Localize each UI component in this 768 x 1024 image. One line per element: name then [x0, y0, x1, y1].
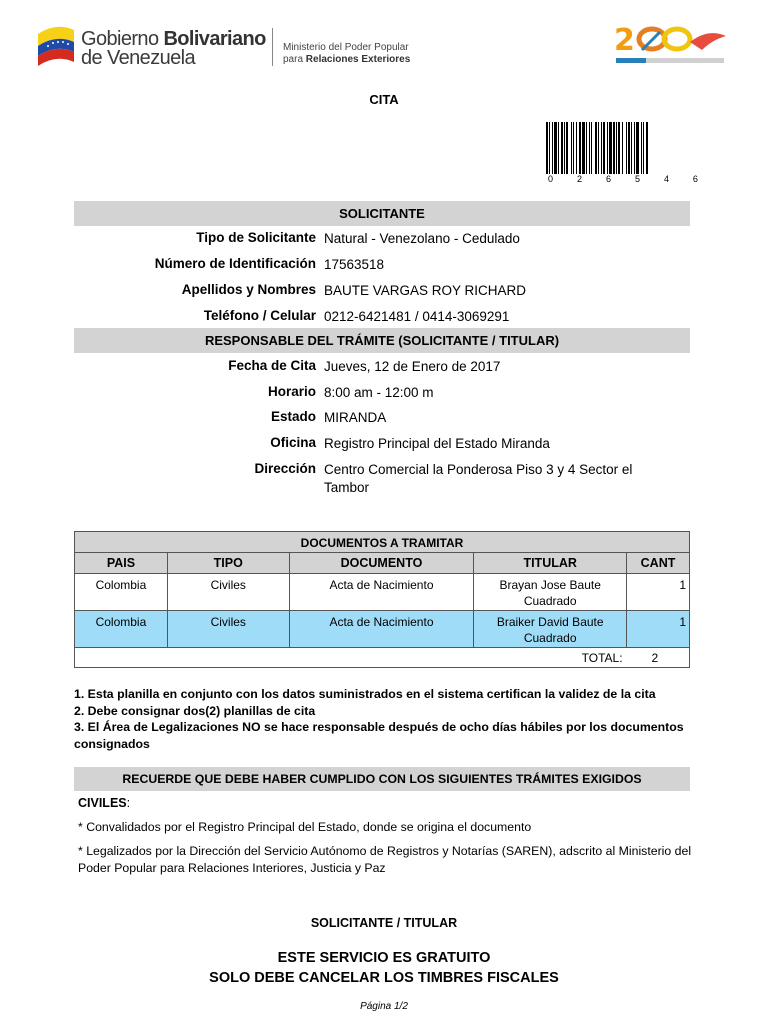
field-label: Fecha de Cita — [228, 358, 316, 373]
column-header-titular: TITULAR — [474, 553, 627, 574]
note-item: 3. El Área de Legalizaciones NO se hace responsable después de ocho días hábiles por los documentos consignados — [74, 720, 684, 751]
barcode-digit: 6 — [692, 174, 698, 184]
field-value: 8:00 am - 12:00 m — [324, 385, 434, 400]
signature-label: SOLICITANTE / TITULAR — [310, 916, 458, 930]
column-header-cant: CANT — [627, 553, 690, 574]
civiles-title: CIVILES: — [78, 796, 131, 810]
ministry-name-line1: Ministerio del Poder Popular — [283, 42, 409, 53]
page-header — [0, 0, 768, 90]
table-row-highlighted — [75, 611, 690, 648]
barcode-digit: 0 — [548, 174, 554, 184]
field-value: Natural - Venezolano - Cedulado — [324, 231, 520, 246]
field-label: Oficina — [270, 435, 316, 450]
column-header-pais: PAIS — [75, 553, 168, 574]
field-label: Estado — [270, 409, 316, 424]
field-value: Registro Principal del Estado Miranda — [324, 436, 550, 451]
table-row — [75, 574, 690, 611]
government-logo — [34, 22, 414, 70]
table-caption: DOCUMENTOS A TRAMITAR — [75, 532, 690, 553]
barcode-digit: 5 — [634, 174, 640, 184]
field-value: Centro Comercial la Ponderosa Piso 3 y 4 Sector el Tambor — [324, 462, 633, 495]
barcode-number — [548, 174, 698, 184]
field-label: Tipo de Solicitante — [196, 230, 316, 245]
note-item: 1. Esta planilla en conjunto con los datos suministrados en el sistema certifican la validez de la cita — [74, 687, 656, 701]
ministry-name-line2: para Relaciones Exteriores — [283, 54, 411, 65]
field-label: Horario — [267, 384, 316, 399]
page-title: CITA — [369, 92, 399, 107]
notes-list — [74, 686, 714, 752]
field-label: Apellidos y Nombres — [181, 282, 316, 297]
section-heading-recuerde: RECUERDE QUE DEBE HABER CUMPLIDO CON LOS SIGUIENTES TRÁMITES EXIGIDOS — [74, 767, 690, 791]
cell-titular: Braiker David Baute Cuadrado — [474, 611, 627, 648]
government-name-line2: de Venezuela — [81, 47, 196, 69]
requirement-item: * Convalidados por el Registro Principal del Estado, donde se origina el documento — [78, 820, 532, 834]
total-label: TOTAL: — [75, 648, 627, 668]
barcode-digit: 2 — [576, 174, 582, 184]
cell-titular: Brayan Jose Baute Cuadrado — [474, 574, 627, 611]
section-heading-solicitante: SOLICITANTE — [74, 201, 690, 226]
column-header-tipo: TIPO — [167, 553, 289, 574]
field-label: Dirección — [254, 461, 316, 476]
field-value: 17563518 — [324, 257, 385, 272]
cell-cant: 1 — [627, 611, 690, 648]
barcode-digit: 6 — [605, 174, 611, 184]
note-item: 2. Debe consignar dos(2) planillas de cita — [74, 703, 316, 718]
table-total-row — [75, 648, 690, 668]
field-value: Jueves, 12 de Enero de 2017 — [324, 359, 501, 374]
cell-pais: Colombia — [75, 574, 168, 611]
field-value: BAUTE VARGAS ROY RICHARD — [324, 283, 527, 298]
venezuela-flag-icon — [36, 22, 76, 66]
column-header-documento: DOCUMENTO — [289, 553, 474, 574]
total-value: 2 — [627, 648, 690, 668]
field-value: MIRANDA — [324, 410, 387, 425]
requirement-item: * Legalizados por la Dirección del Servicio Autónomo de Registros y Notarías (SAREN), adscrito al Ministerio del Poder Popular para Relaciones Interiores, Justicia y Paz — [78, 844, 692, 875]
section-heading-responsable: RESPONSABLE DEL TRÁMITE (SOLICITANTE / TITULAR) — [74, 328, 690, 353]
field-label: Número de Identificación — [154, 256, 316, 271]
cell-pais: Colombia — [75, 611, 168, 648]
bicentenary-logo-icon — [612, 20, 728, 68]
page-number: Página 1/2 — [360, 1001, 408, 1012]
barcode-digit: 4 — [663, 174, 669, 184]
logo-divider — [272, 28, 273, 66]
free-service-notice: ESTE SERVICIO ES GRATUITO — [277, 950, 491, 966]
government-name-line1: Gobierno Bolivariano — [81, 28, 266, 50]
fiscal-stamps-notice: SOLO DEBE CANCELAR LOS TIMBRES FISCALES — [209, 970, 559, 986]
documents-table — [74, 531, 690, 668]
svg-text:2: 2 — [614, 23, 635, 58]
barcode — [546, 122, 696, 174]
field-value: 0212-6421481 / 0414-3069291 — [324, 309, 510, 324]
cell-tipo: Civiles — [167, 611, 289, 648]
cell-documento: Acta de Nacimiento — [289, 574, 474, 611]
cell-documento: Acta de Nacimiento — [289, 611, 474, 648]
field-label: Teléfono / Celular — [203, 308, 316, 323]
cell-tipo: Civiles — [167, 574, 289, 611]
cell-cant: 1 — [627, 574, 690, 611]
